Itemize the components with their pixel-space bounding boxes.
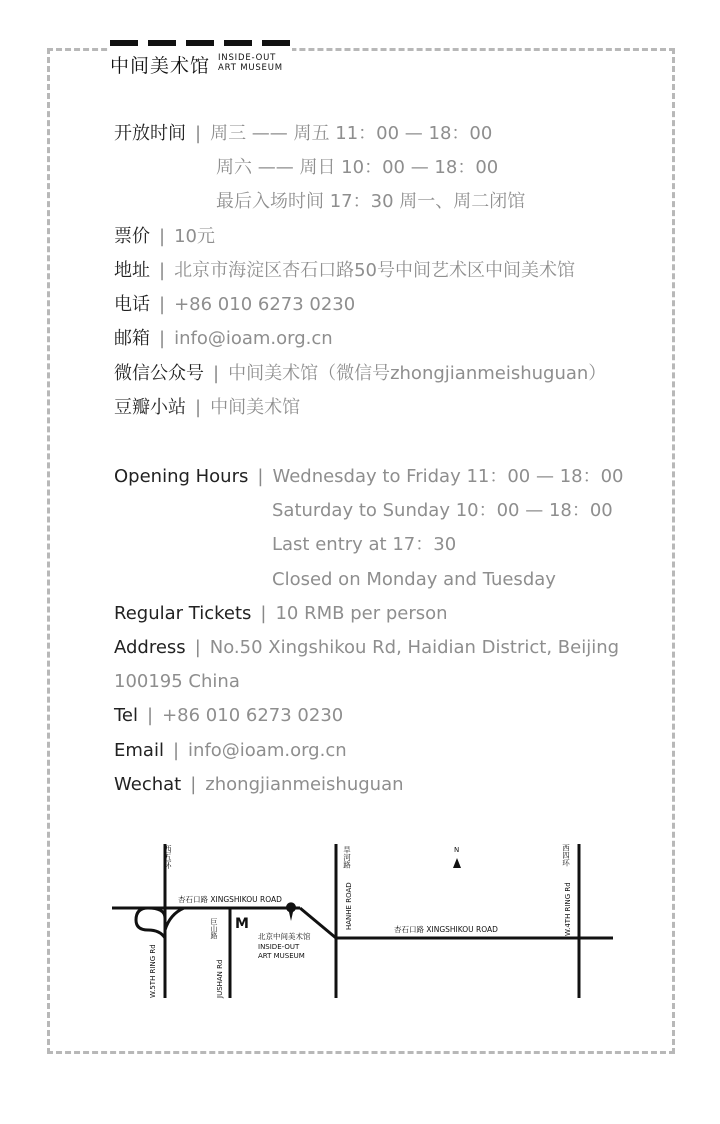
- cn-address-row: [114, 259, 575, 283]
- map-hanhe-cn: 旱河路: [342, 846, 352, 869]
- map-museum-cn: 北京中间美术馆: [258, 932, 311, 941]
- en-address-label: Address: [114, 637, 186, 658]
- cn-hours-3: 最后入场时间 17：30 周一、周二闭馆: [216, 191, 526, 212]
- cn-douban: 中间美术馆: [210, 397, 301, 418]
- map-west5-cn: [148, 845, 172, 870]
- cn-ticket-label: 票价: [114, 226, 150, 247]
- en-email: info@ioam.org.cn: [188, 740, 347, 761]
- en-hours-row: [114, 465, 624, 489]
- separator: |: [194, 637, 201, 658]
- separator: |: [195, 397, 202, 418]
- separator: |: [159, 226, 166, 247]
- separator: |: [190, 774, 197, 795]
- separator: |: [195, 123, 202, 144]
- en-email-label: Email: [114, 740, 164, 761]
- en-email-row: [114, 739, 347, 763]
- en-ticket: 10 RMB per person: [275, 603, 448, 624]
- en-ticket-row: [114, 602, 448, 626]
- cn-hours-1: 周三 —— 周五 11：00 — 18：00: [210, 123, 493, 144]
- cn-email-label: 邮箱: [114, 328, 150, 349]
- cn-hours-label: 开放时间: [114, 123, 186, 144]
- en-hours-2: Saturday to Sunday 10：00 — 18：00: [272, 500, 613, 521]
- separator: |: [213, 363, 220, 384]
- cn-ticket: 10元: [174, 226, 215, 247]
- en-address-row: [114, 636, 619, 660]
- separator: |: [147, 705, 154, 726]
- en-address-2: 100195 China: [114, 671, 240, 692]
- map-w4-en: W.4TH RING Rd: [564, 882, 572, 936]
- en-hours-label: Opening Hours: [114, 466, 249, 487]
- map-w5-en: W.5TH RING Rd: [149, 944, 157, 998]
- logo-en-line1: INSIDE-OUT: [218, 53, 277, 63]
- map-xingshikou-top: 杏石口路 XINGSHIKOU ROAD: [178, 895, 282, 904]
- map-hanhe-en: HANHE ROAD: [345, 882, 353, 930]
- map-jushan-cn: 巨山路: [210, 918, 218, 939]
- cn-douban-label: 豆瓣小站: [114, 397, 186, 418]
- north-arrow-icon: [453, 858, 461, 868]
- mcdonalds-icon: M: [235, 916, 249, 932]
- map-north-label: N: [454, 846, 460, 854]
- cn-email-row: [114, 327, 333, 351]
- en-ticket-label: Regular Tickets: [114, 603, 252, 624]
- museum-logo: [110, 40, 292, 77]
- separator: |: [172, 740, 180, 761]
- map-xingshikou-right: 杏石口路 XINGSHIKOU ROAD: [394, 925, 498, 934]
- en-hours-3: Last entry at 17：30: [272, 534, 457, 555]
- cn-phone-row: [114, 293, 355, 317]
- cn-address: 北京市海淀区杏石口路50号中间艺术区中间美术馆: [174, 260, 575, 281]
- cn-hours-2: 周六 —— 周日 10：00 — 18：00: [216, 157, 499, 178]
- map-museum-en2: ART MUSEUM: [258, 952, 305, 960]
- ramp: [165, 908, 184, 930]
- cn-wechat-label: 微信公众号: [114, 363, 204, 384]
- map-museum-en1: INSIDE-OUT: [258, 943, 300, 951]
- logo-cn: 中间美术馆: [110, 55, 211, 77]
- separator: |: [159, 294, 166, 315]
- location-pin-icon: [286, 902, 296, 921]
- cn-email: info@ioam.org.cn: [174, 328, 333, 349]
- separator: |: [159, 260, 166, 281]
- separator: |: [260, 603, 267, 624]
- location-map: [108, 838, 618, 1003]
- en-tel-label: Tel: [114, 705, 139, 726]
- cn-wechat: 中间美术馆（微信号zhongjianmeishuguan）: [228, 363, 607, 384]
- cn-wechat-row: [114, 362, 606, 386]
- cn-address-label: 地址: [114, 260, 150, 281]
- en-wechat-row: [114, 773, 404, 797]
- separator: |: [159, 328, 166, 349]
- cn-phone-label: 电话: [114, 294, 150, 315]
- en-hours-4: Closed on Monday and Tuesday: [272, 569, 556, 590]
- logo-bars: [110, 40, 292, 46]
- cn-hours-row: [114, 122, 492, 146]
- en-address: No.50 Xingshikou Rd, Haidian District, Beijing: [209, 637, 620, 658]
- en-tel: +86 010 6273 0230: [162, 705, 344, 726]
- cn-phone: +86 010 6273 0230: [174, 294, 356, 315]
- map-west4-cn: 西四环: [561, 844, 571, 867]
- cn-douban-row: [114, 396, 300, 420]
- en-wechat: zhongjianmeishuguan: [205, 774, 404, 795]
- en-hours-1: Wednesday to Friday 11：00 — 18：00: [272, 466, 624, 487]
- interchange-loop: [136, 908, 165, 938]
- separator: |: [257, 466, 264, 487]
- logo-en-line2: ART MUSEUM: [218, 63, 283, 73]
- cn-ticket-row: [114, 225, 215, 249]
- map-west5-cn-1: 西五环: [148, 845, 172, 854]
- en-wechat-label: Wechat: [114, 774, 182, 795]
- en-tel-row: [114, 704, 343, 728]
- map-jushan-en: JUSHAN Rd: [216, 959, 224, 998]
